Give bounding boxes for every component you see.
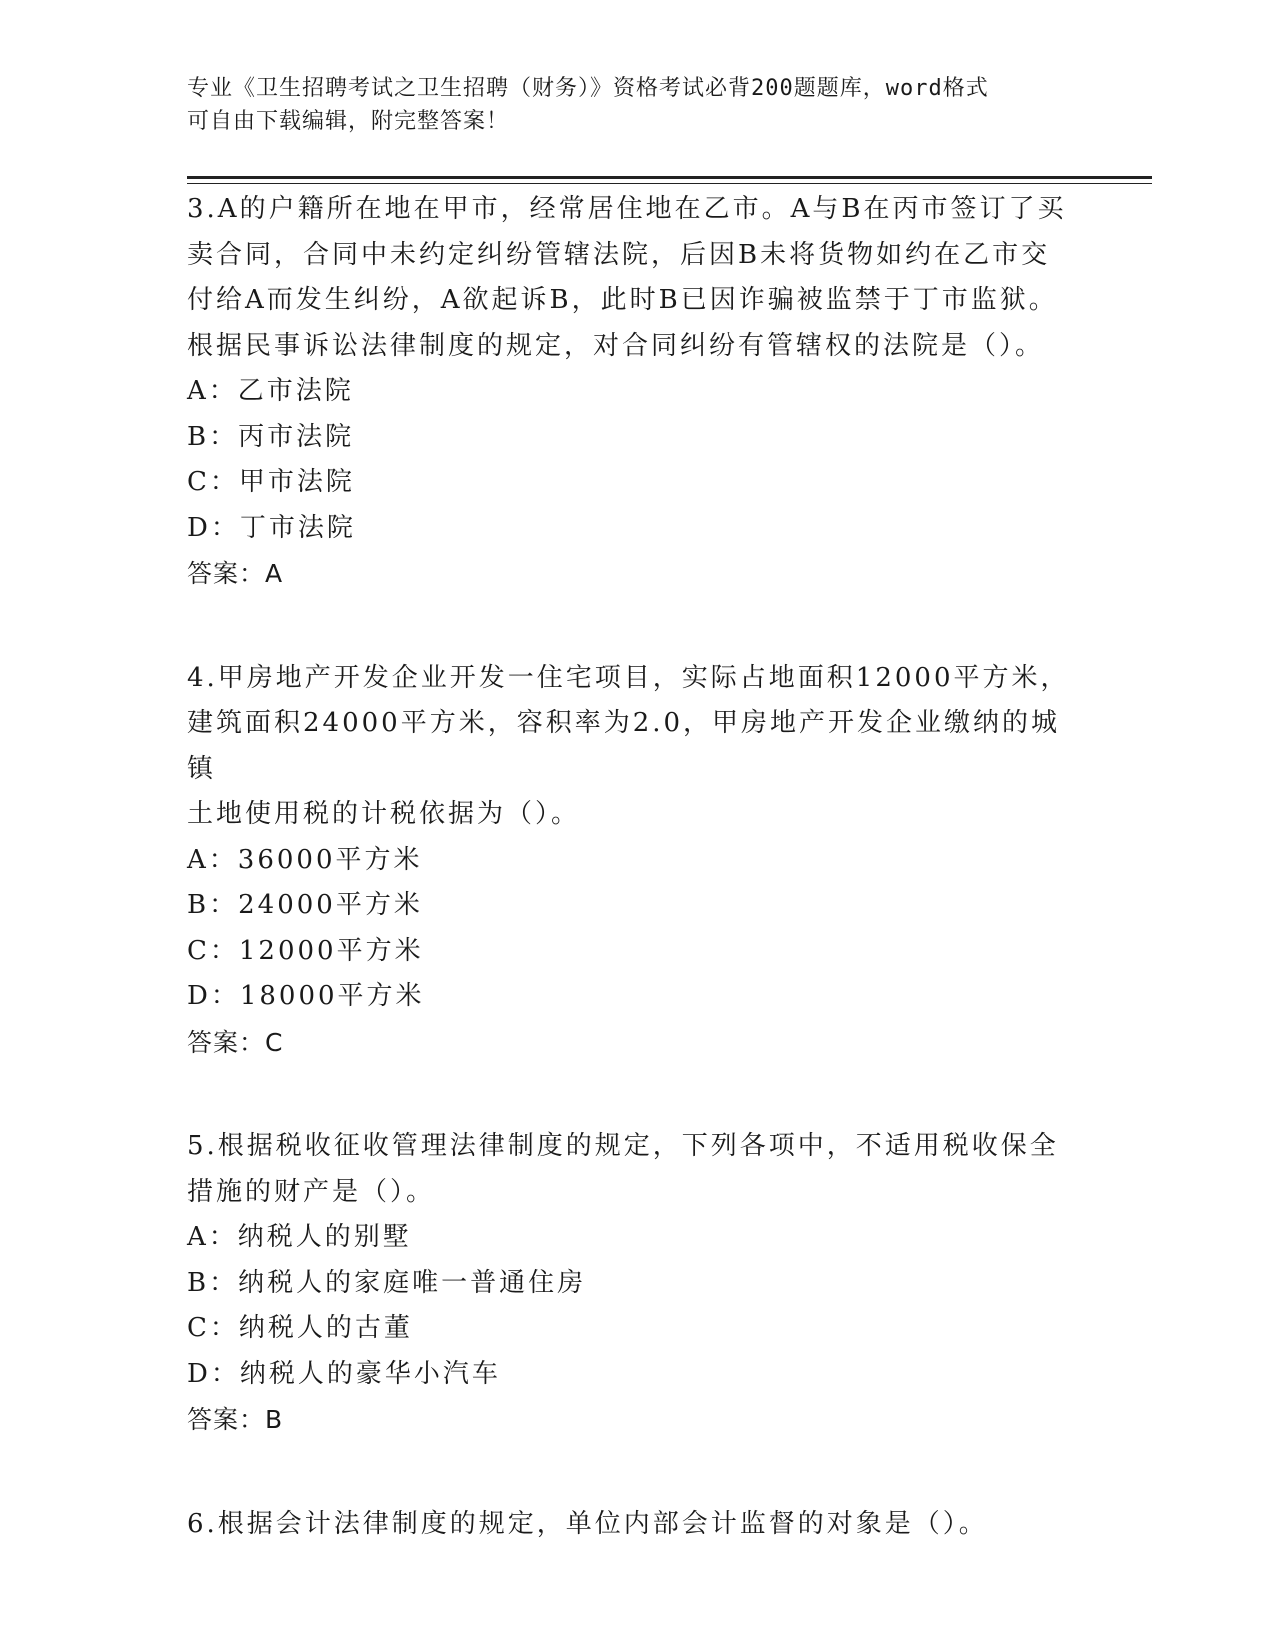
option-a: A：36000平方米 (187, 844, 423, 875)
question-6 (187, 1502, 1087, 1548)
question-text-line: 6.根据会计法律制度的规定，单位内部会计监督的对象是（）。 (187, 1508, 988, 1539)
answer-line: 答案：B (187, 1405, 284, 1434)
question-text-line: 4.甲房地产开发企业开发一住宅项目，实际占地面积12000平方米， (187, 662, 1070, 693)
option-a: A：乙市法院 (187, 376, 354, 406)
option-c: C：纳税人的古董 (187, 1313, 413, 1343)
question-text-line: 土地使用税的计税依据为（）。 (187, 799, 581, 829)
question-text-line: 措施的财产是（）。 (187, 1176, 436, 1207)
question-list (187, 187, 1087, 1606)
question-3 (187, 187, 1087, 597)
option-c: C：甲市法院 (187, 467, 355, 497)
header-line-2: 可自由下载编辑，附完整答案！ (187, 109, 510, 134)
question-5 (187, 1124, 1087, 1443)
question-text-line: 卖合同，合同中未约定纠纷管辖法院，后因B未将货物如约在乙市交 (187, 239, 1051, 270)
answer-line: 答案：A (187, 559, 284, 588)
question-4 (187, 656, 1087, 1066)
option-d: D：18000平方米 (187, 981, 425, 1011)
header-line-1: 专业《卫生招聘考试之卫生招聘（财务）》资格考试必背200题题库，word格式 (187, 76, 989, 101)
option-d: D：纳税人的豪华小汽车 (187, 1358, 501, 1389)
question-text-line: 3.A的户籍所在地在甲市，经常居住地在乙市。A与B在丙市签订了买 (187, 194, 1067, 224)
question-text-line: 付给A而发生纠纷，A欲起诉B，此时B已因诈骗被监禁于丁市监狱。 (187, 285, 1058, 315)
question-text-line: 根据民事诉讼法律制度的规定，对合同纠纷有管辖权的法院是（）。 (187, 330, 1045, 361)
question-text-line: 5.根据税收征收管理法律制度的规定，下列各项中，不适用税收保全 (187, 1131, 1059, 1161)
document-header (187, 72, 1067, 138)
option-d: D：丁市法院 (187, 512, 356, 543)
option-a: A：纳税人的别墅 (187, 1222, 412, 1252)
option-b: B：丙市法院 (187, 421, 355, 452)
option-b: B：24000平方米 (187, 890, 423, 920)
header-divider-thin (187, 183, 1152, 184)
question-text-line: 建筑面积24000平方米，容积率为2.0，甲房地产开发企业缴纳的城镇 (187, 708, 1061, 784)
answer-line: 答案：C (187, 1027, 284, 1057)
option-c: C：12000平方米 (187, 935, 424, 966)
header-divider-thick (187, 176, 1152, 179)
option-b: B：纳税人的家庭唯一普通住房 (187, 1267, 587, 1298)
